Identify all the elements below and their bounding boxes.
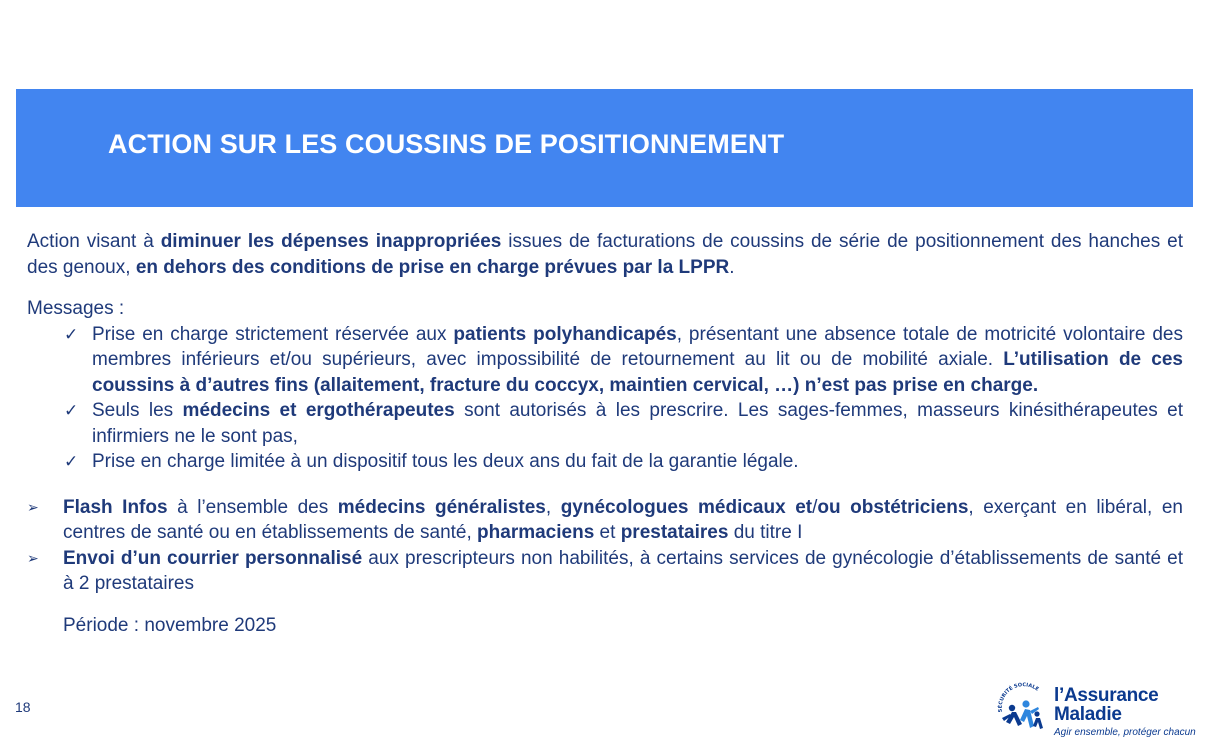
arrow-bullet-icon: ➢ — [27, 549, 39, 566]
action-bold: ou obstétriciens — [817, 496, 969, 518]
action-text: , — [545, 496, 561, 518]
action-item — [27, 546, 1183, 597]
arrow-bullet-icon: ➢ — [27, 498, 39, 515]
logo-wordmark — [1054, 686, 1158, 724]
logo-badge-text: SÉCURITÉ SOCIALE — [997, 682, 1040, 713]
message-text: Prise en charge strictement réservée aux — [92, 323, 454, 345]
message-item — [64, 322, 1183, 399]
intro-bold-2: en dehors des conditions de prise en charge prévues par la LPPR — [135, 256, 730, 278]
message-item — [64, 398, 1183, 449]
message-text: , présentant une absence totale de motricité volontaire des membres inférieurs et/ou supérieurs, avec impossibilité de retournement au lit ou de mobilité axiale. — [92, 323, 1183, 370]
action-text: et — [594, 522, 621, 543]
message-bold: patients polyhandicapés — [453, 323, 677, 345]
intro-bold-1: diminuer les dépenses inappropriées — [160, 231, 502, 252]
message-item — [64, 449, 1183, 475]
message-text: sont autorisés à les prescrire. Les sages-femmes, masseurs kinésithérapeutes et infirmiers ne le sont pas, — [92, 400, 1183, 447]
actions-list — [27, 495, 1183, 597]
action-bold: pharmaciens — [477, 522, 595, 543]
action-text: , exerçant en libéral, en centres de santé ou en établissements de santé, — [63, 496, 1183, 543]
logo-line-1: l’Assurance — [1054, 685, 1159, 706]
action-bold: gynécologues médicaux et — [560, 496, 813, 518]
period-text: Période : novembre 2025 — [63, 614, 277, 636]
action-item — [27, 495, 1183, 546]
logo-tagline: Agir ensemble, protéger chacun — [1054, 727, 1196, 738]
message-bold: L’utilisation de ces coussins à d’autres fins (allaitement, fracture du coccyx, maintien cervical, …) n’est pas prise en charge. — [92, 349, 1183, 396]
message-text: Seuls les — [92, 400, 183, 421]
assurance-maladie-figures-logo-icon — [992, 680, 1054, 740]
intro-text-3: . — [729, 256, 735, 278]
svg-text:SÉCURITÉ SOCIALE — [996, 682, 1041, 712]
checkmark-icon: ✓ — [64, 452, 79, 471]
intro-text-2: issues de facturations de coussins de série de positionnement des hanches et des genoux, — [27, 231, 1183, 278]
action-text: du titre I — [728, 522, 803, 543]
action-text: aux prescripteurs non habilités, à certains services de gynécologie d’établissements de santé et à 2 prestataires — [63, 547, 1183, 594]
action-bold: Flash Infos — [63, 496, 168, 518]
checkmark-icon: ✓ — [64, 401, 79, 420]
logo-line-2: Maladie — [1054, 704, 1122, 725]
message-bold: médecins et ergothérapeutes — [182, 400, 455, 421]
action-bold: prestataires — [620, 522, 729, 543]
action-bold: Envoi d’un courrier personnalisé — [63, 547, 363, 569]
assurance-maladie-logo — [992, 680, 1196, 740]
action-bold: médecins généralistes — [337, 496, 546, 518]
message-text: Prise en charge limitée à un dispositif tous les deux ans du fait de la garantie légale. — [92, 451, 799, 472]
messages-label: Messages : — [27, 298, 125, 319]
checkmark-icon: ✓ — [64, 324, 79, 344]
page-title: ACTION SUR LES COUSSINS DE POSITIONNEMENT — [108, 129, 785, 159]
header-banner — [16, 89, 1193, 207]
intro-text-1: Action visant à — [27, 231, 161, 252]
intro-paragraph — [27, 229, 1183, 280]
action-text: / — [812, 496, 818, 518]
messages-list — [27, 322, 1183, 475]
page-number: 18 — [15, 699, 31, 715]
action-text: à l’ensemble des — [167, 496, 338, 518]
slide-content — [27, 229, 1183, 638]
